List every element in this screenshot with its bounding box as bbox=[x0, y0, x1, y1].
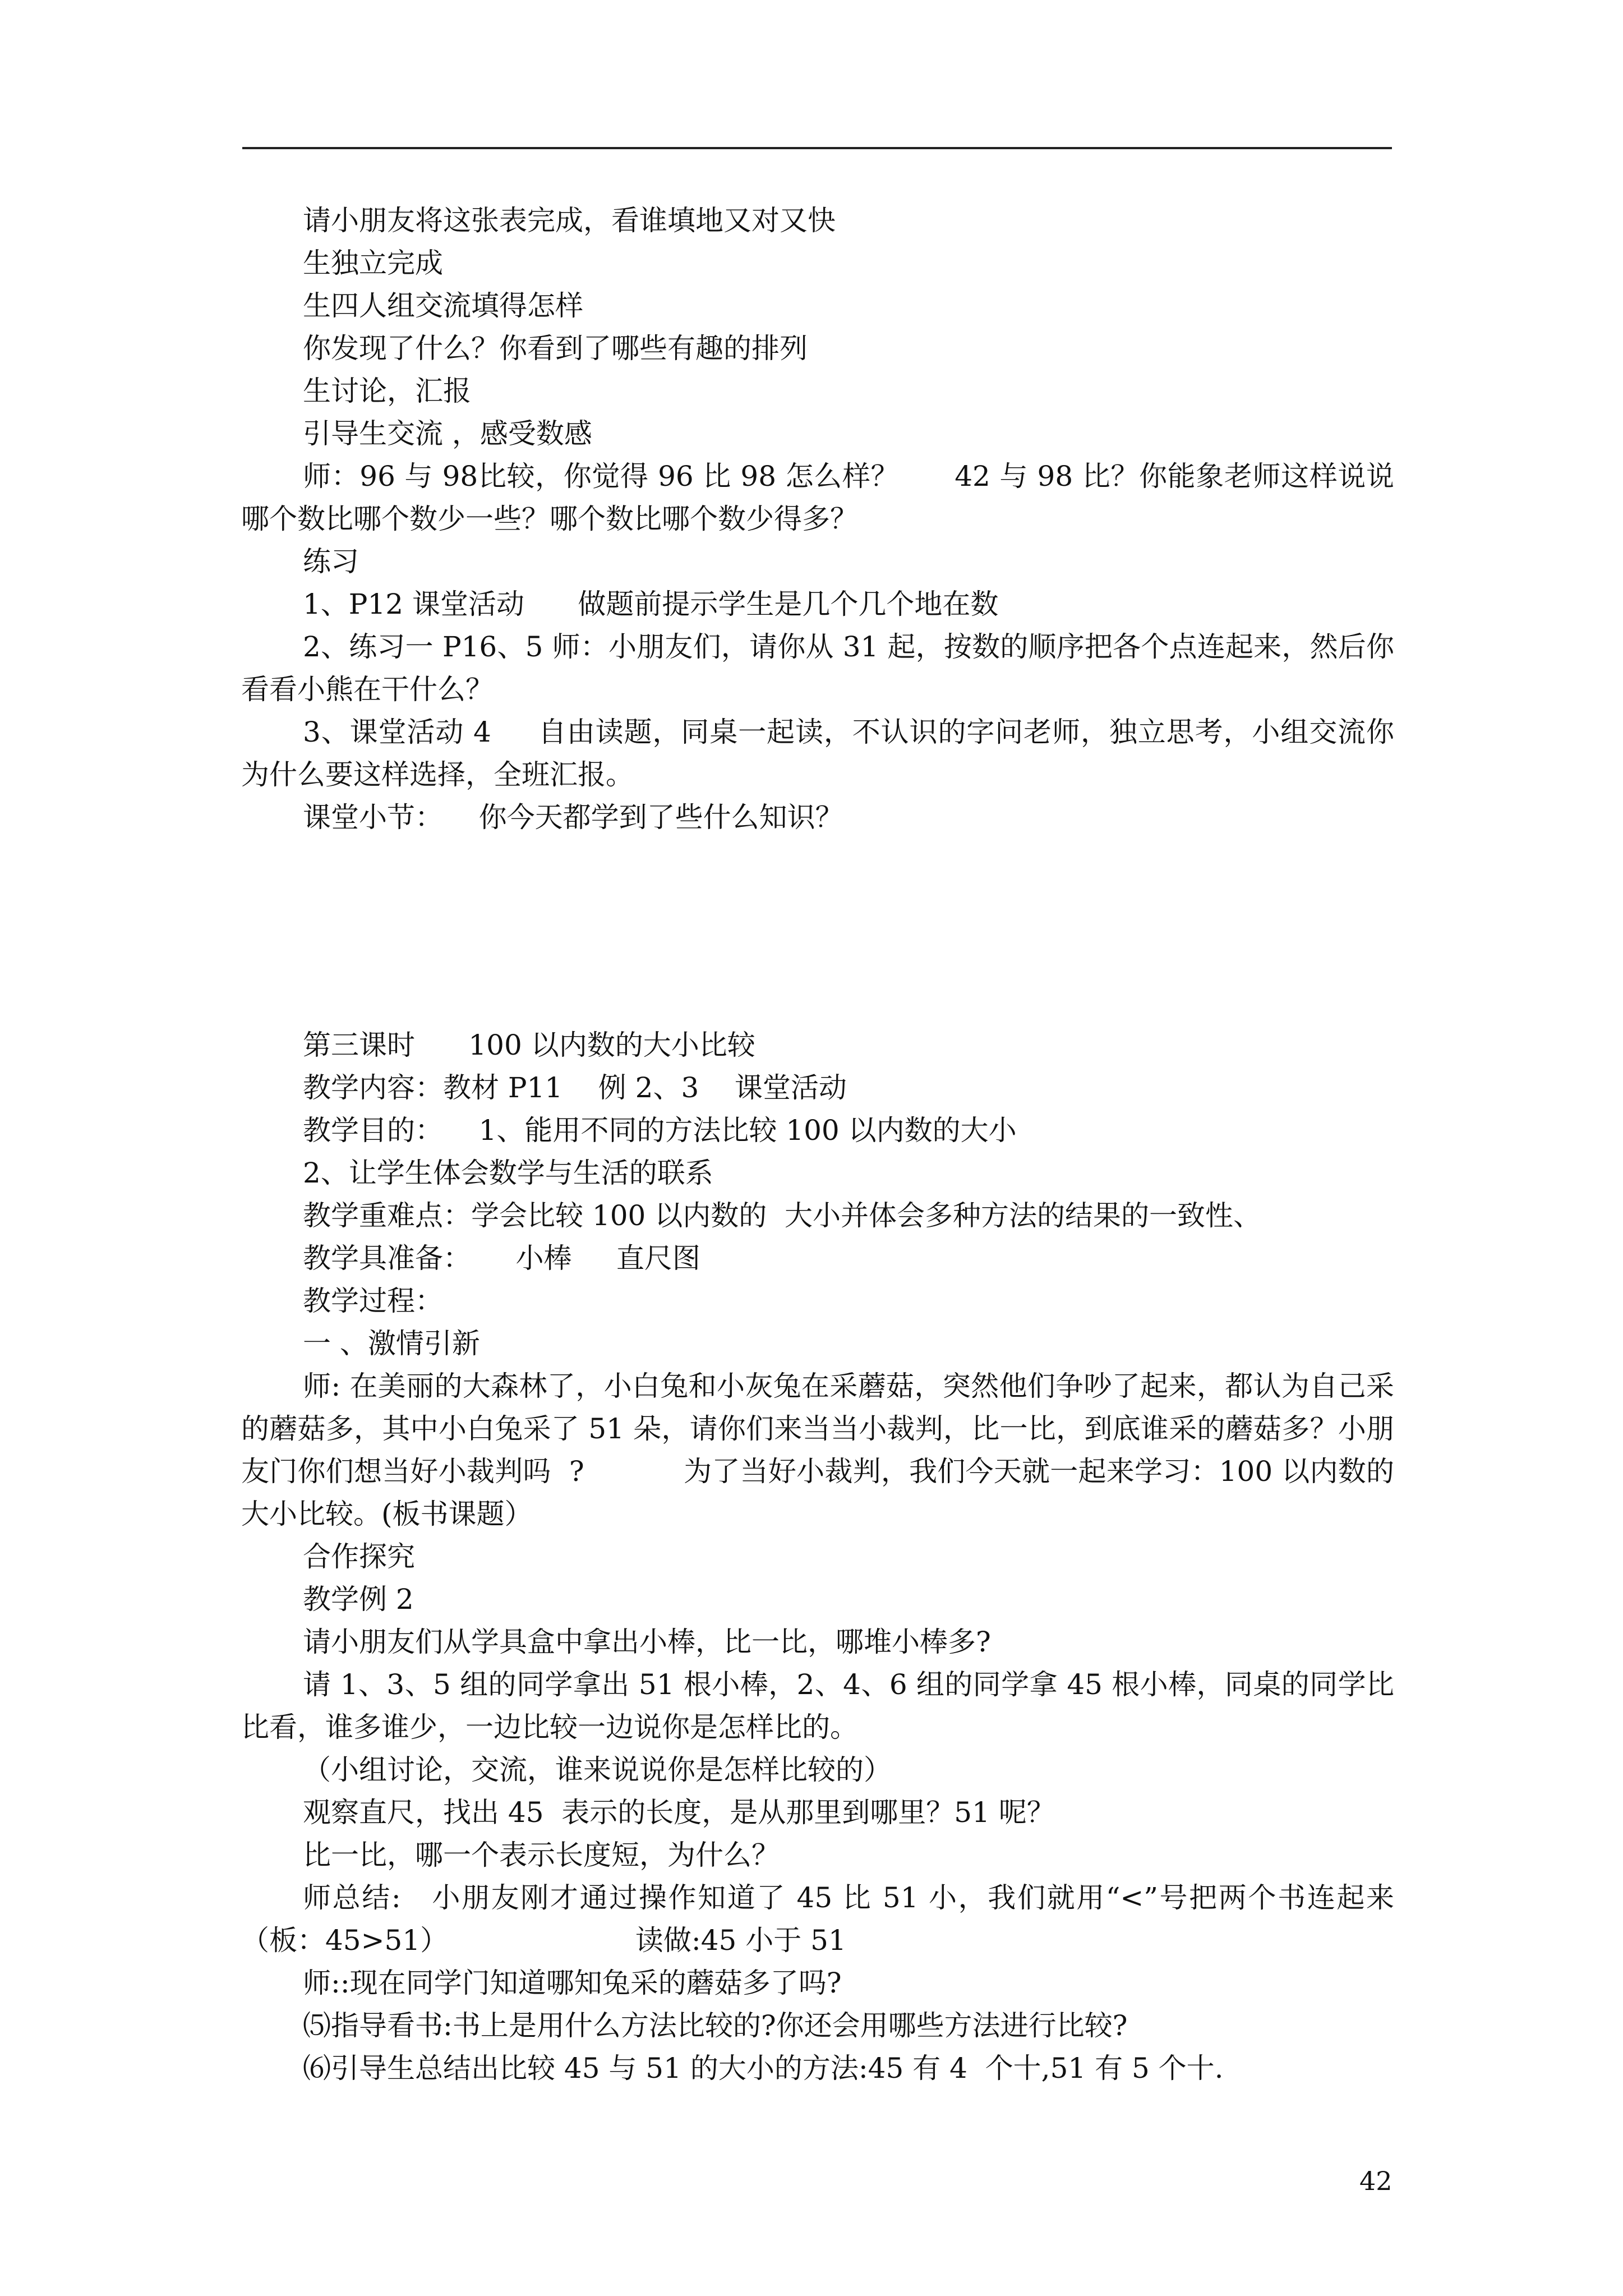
paragraph: 2、练习一 P16、5 师：小朋友们，请你从 31 起，按数的顺序把各个点连起来，然后你看看小熊在干什么？ bbox=[241, 631, 1394, 706]
paragraph: ⑸指导看书:书上是用什么方法比较的?你还会用哪些方法进行比较? bbox=[303, 2009, 1128, 2042]
paragraph: 师: 在美丽的大森林了，小白兔和小灰兔在采蘑菇，突然他们争吵了起来，都认为自己采的蘑菇多，其中小白兔采了 51 朵，请你们来当当小裁判，比一比，到底谁采的蘑菇多？小朋友门你们想当好小裁判吗 ? 为了当好小裁判，我们今天就一起来学习：100 以内数的大小比较。(板书课题） bbox=[241, 1370, 1394, 1530]
paragraph: 师：96 与 98比较，你觉得 96 比 98 怎么样？ 42 与 98 比？你能象老师这样说说哪个数比哪个数少一些？哪个数比哪个数少得多？ bbox=[241, 460, 1394, 535]
paragraph: 教学内容：教材 P11 例 2、3 课堂活动 bbox=[303, 1071, 847, 1104]
paragraph: ⑹引导生总结出比较 45 与 51 的大小的方法:45 有 4 个十,51 有 5 个十. bbox=[303, 2052, 1224, 2085]
paragraph: 师::现在同学门知道哪知兔采的蘑菇多了吗? bbox=[303, 1967, 842, 1999]
lesson-title: 第三课时 100 以内数的大小比较 bbox=[303, 1029, 755, 1061]
paragraph: 课堂小节： 你今天都学到了些什么知识？ bbox=[303, 801, 843, 834]
paragraph: 你发现了什么？你看到了哪些有趣的排列 bbox=[303, 332, 808, 365]
paragraph: 3、课堂活动 4 自由读题，同桌一起读，不认识的字问老师，独立思考，小组交流你为什么要这样选择，全班汇报。 bbox=[241, 716, 1394, 791]
paragraph: 请小朋友将这张表完成，看谁填地又对又快 bbox=[303, 204, 836, 237]
paragraph: （小组讨论，交流，谁来说说你是怎样比较的） bbox=[303, 1754, 892, 1786]
paragraph: 观察直尺，找出 45 表示的长度，是从那里到哪里？51 呢？ bbox=[303, 1796, 1055, 1829]
document-body bbox=[241, 199, 1394, 2090]
paragraph: 生四人组交流填得怎样 bbox=[303, 289, 583, 322]
page-number: 42 bbox=[1359, 2166, 1393, 2196]
paragraph: 教学目的： 1、能用不同的方法比较 100 以内数的大小 bbox=[303, 1114, 1017, 1147]
header-rule bbox=[242, 147, 1392, 149]
paragraph: 生独立完成 bbox=[303, 247, 443, 279]
paragraph: 教学例 2 bbox=[303, 1583, 414, 1616]
paragraph: 一 、激情引新 bbox=[303, 1327, 480, 1360]
paragraph: 引导生交流 ，感受数感 bbox=[303, 417, 592, 450]
paragraph: 请小朋友们从学具盒中拿出小棒，比一比，哪堆小棒多? bbox=[303, 1626, 991, 1658]
paragraph: 1、P12 课堂活动 做题前提示学生是几个几个地在数 bbox=[303, 588, 999, 620]
paragraph: 师总结: 小朋友刚才通过操作知道了 45 比 51 小，我们就用“<”号把两个书连起来（板：45>51） 读做:45 小于 51 bbox=[241, 1881, 1394, 1957]
paragraph: 合作探究 bbox=[303, 1540, 415, 1573]
paragraph: 教学具准备： 小棒 直尺图 bbox=[303, 1242, 700, 1274]
paragraph: 2、让学生体会数学与生活的联系 bbox=[303, 1157, 713, 1189]
paragraph: 教学重难点：学会比较 100 以内数的 大小并体会多种方法的结果的一致性、 bbox=[303, 1199, 1262, 1232]
paragraph: 请 1、3、5 组的同学拿出 51 根小棒，2、4、6 组的同学拿 45 根小棒，同桌的同学比比看，谁多谁少，一边比较一边说你是怎样比的。 bbox=[241, 1668, 1394, 1743]
section-heading-practice: 练习 bbox=[303, 545, 359, 578]
paragraph: 生讨论，汇报 bbox=[303, 375, 471, 407]
paragraph: 教学过程： bbox=[303, 1285, 443, 1317]
paragraph: 比一比，哪一个表示长度短，为什么？ bbox=[303, 1839, 780, 1871]
section-spacer bbox=[241, 839, 1394, 1024]
